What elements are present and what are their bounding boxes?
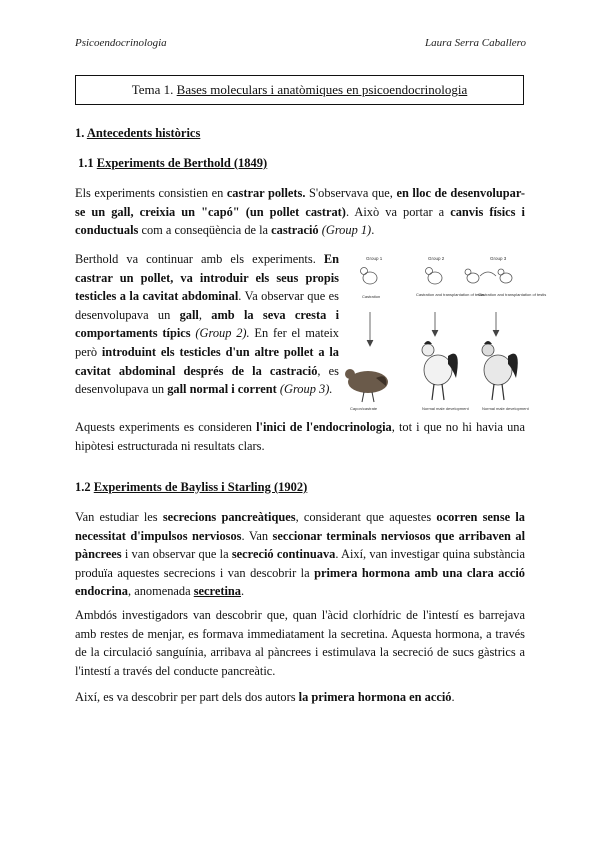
figure-outcome-label: Normal male development <box>482 406 529 411</box>
figure-group-label: Group 3 <box>490 256 507 261</box>
figure-arrows <box>367 312 499 346</box>
header-author: Laura Serra Caballero <box>424 37 526 49</box>
paragraph-5: Ambdós investigadors van descobrir que, quan l'àcid clorhídric de l'intestí es barrejava amb restes de menjar, es formava immediatament la secretina. Aquesta hormona, a través de la circulació sanguínia, arribava al pàncrees i estimulava la secreció de sucs gàstrics a l'intestí a través del conducte pancreàtic. <box>75 608 525 678</box>
paragraph-4: Van estudiar les secrecions pancreàtiques, considerant que aquestes ocorren sense la necessitat d'impulsos nerviosos. Van seccionar terminals nerviosos que arribaven al pàncrees i van observar que la secreció continuava. Així, van investigar quina substància produïa aquestes secrecions i van descobrir la primera hormona amb una clara acció endocrina, anomenada secretina. <box>75 510 526 599</box>
figure-group-label: Group 1 <box>366 256 383 261</box>
figure-step-label: Castration and transplantation of testis <box>478 292 547 297</box>
paragraph-6: Així, es va descobrir per part dels dos autors la primera hormona en acció. <box>75 690 455 704</box>
section-number: 1.1 <box>78 156 97 170</box>
section-number: 1. <box>75 126 87 140</box>
section-number: 1.2 <box>75 480 94 494</box>
paragraph-2: Berthold va continuar amb els experiments. En castrar un pollet, va introduir els seus propis testicles a la cavitat abdominal. Va observar que es desenvolupava un gall, amb la seva cresta i comportaments típics (Group 2). En fer el mateix però introduint els testicles d'un altre pollet a la cavitat abdominal després de la castració, es desenvolupava un gall normal i corrent (Group 3). <box>75 252 340 397</box>
section-title: Experiments de Bayliss i Starling (1902) <box>93 480 308 494</box>
figure-group-label: Group 2 <box>428 256 445 261</box>
capon-icon <box>345 369 388 402</box>
figure-outcome-label: Normal male development <box>422 406 469 411</box>
header-subject: Psicoendocrinologia <box>75 37 167 49</box>
rooster-icon <box>422 341 458 400</box>
figure-step-label: Castration <box>362 294 381 299</box>
section-title: Antecedents històrics <box>86 126 201 140</box>
berthold-experiment-figure <box>338 252 547 414</box>
figure-step-label: Castration and transplantation of testis <box>416 292 485 297</box>
rooster-icon <box>482 341 518 400</box>
chick-icons <box>361 268 513 285</box>
section-heading-1-1 <box>78 156 267 171</box>
title-prefix: Tema 1. <box>131 82 177 97</box>
section-heading-1 <box>75 126 200 141</box>
paragraph-3: Aquests experiments es consideren l'inici de l'endocrinologia, tot i que no hi havia una hipòtesi estructurada ni resultats clars. <box>75 420 525 453</box>
section-heading-1-2 <box>75 480 307 495</box>
paragraph-1: Els experiments consistien en castrar pollets. S'observava que, en lloc de desenvolupar-se un gall, creixia un "capó" (un pollet castrat). Això va portar a canvis físics i conductuals com a conseqüència de la castració (Group 1). <box>75 186 526 238</box>
figure-outcome-label: Capon/castrate <box>350 406 378 411</box>
title-main: Bases moleculars i anatòmiques en psicoendocrinologia <box>176 82 468 97</box>
title-box <box>75 75 524 105</box>
section-title: Experiments de Berthold (1849) <box>96 156 268 170</box>
